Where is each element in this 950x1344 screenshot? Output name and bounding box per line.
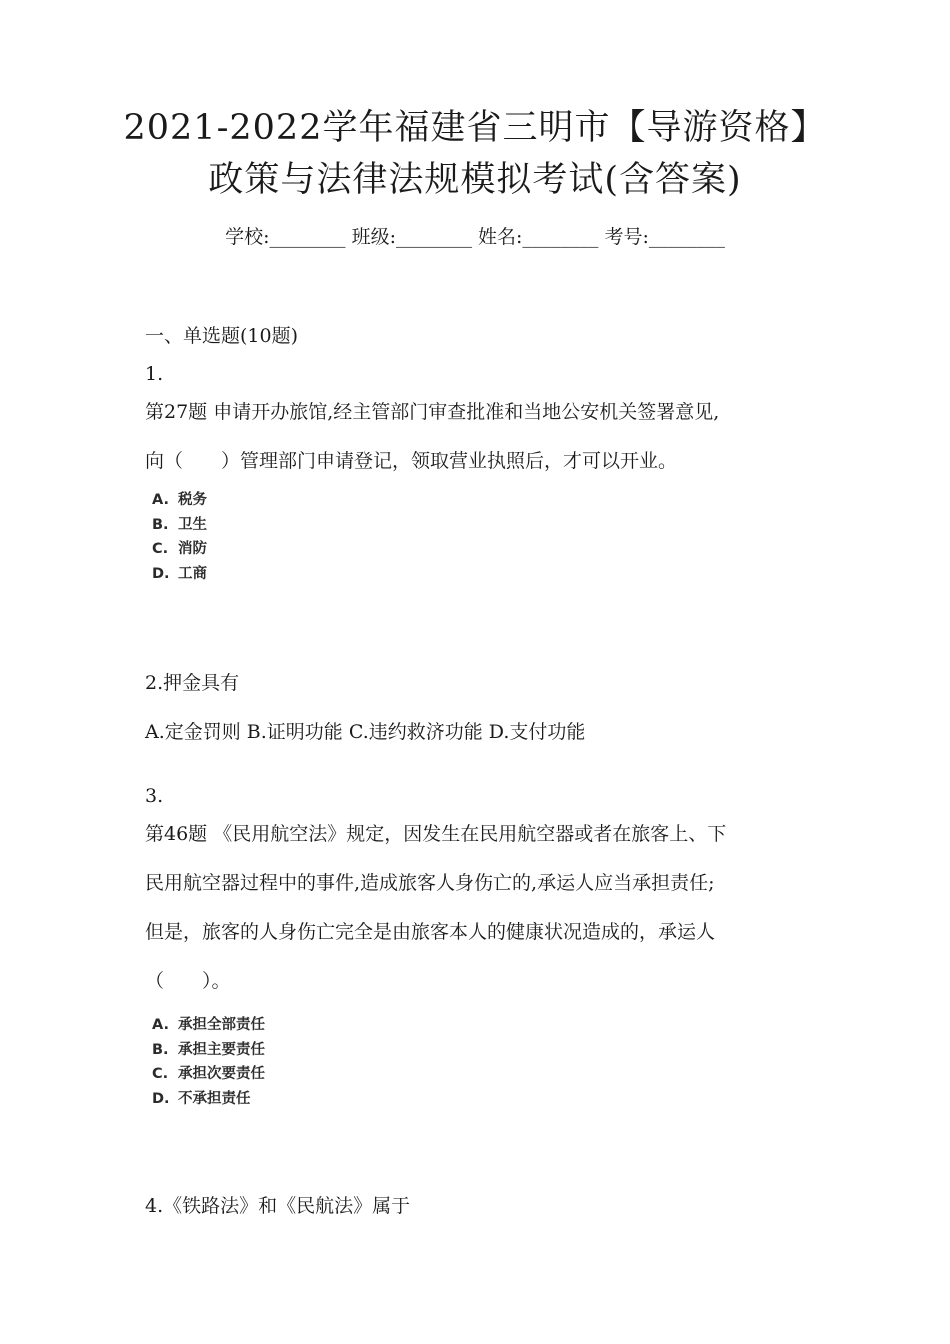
option-text: 卫生 <box>178 516 207 533</box>
option-text: 承担次要责任 <box>178 1066 265 1082</box>
section-heading: 一、单选题(10题) <box>145 325 299 347</box>
question-3-number: 3. <box>145 785 164 807</box>
option-text: 承担主要责任 <box>178 1041 265 1058</box>
option-text: 工商 <box>178 565 207 582</box>
option-letter: A. <box>152 1017 169 1033</box>
question-1-number: 1. <box>145 363 164 385</box>
option-text: 不承担责任 <box>178 1090 251 1107</box>
option-letter: C. <box>152 541 169 557</box>
question-3-options <box>152 1013 265 1111</box>
option-text: 消防 <box>178 541 207 557</box>
option-letter: A. <box>152 492 169 508</box>
question-3-line-1: 第46题 《民用航空法》规定，因发生在民用航空器或者在旅客上、下 <box>145 823 727 845</box>
question-2-options: A.定金罚则 B.证明功能 C.违约救济功能 D.支付功能 <box>145 721 586 743</box>
option-d <box>152 562 207 587</box>
question-1-options <box>152 488 207 586</box>
question-3-line-3: 但是，旅客的人身伤亡完全是由旅客本人的健康状况造成的，承运人 <box>145 921 716 943</box>
option-b <box>152 513 207 538</box>
option-d <box>152 1087 265 1112</box>
question-2-stem: 2.押金具有 <box>145 672 240 694</box>
option-letter: D. <box>152 1090 170 1107</box>
question-1-line-2: 向（ ）管理部门申请登记，领取营业执照后，才可以开业。 <box>145 450 678 472</box>
question-3-line-2: 民用航空器过程中的事件,造成旅客人身伤亡的,承运人应当承担责任; <box>145 872 715 894</box>
option-a <box>152 488 207 513</box>
option-letter: D. <box>152 565 170 582</box>
option-text: 承担全部责任 <box>178 1017 265 1033</box>
option-c <box>152 1062 265 1087</box>
option-b <box>152 1038 265 1063</box>
option-letter: B. <box>152 516 169 533</box>
option-letter: B. <box>152 1041 169 1058</box>
option-text: 税务 <box>178 492 207 508</box>
student-info-line: 学校:________ 班级:________ 姓名:________ 考号:________ <box>225 226 725 248</box>
document-title-line-1: 2021-2022学年福建省三明市【导游资格】 <box>123 108 827 148</box>
document-title-line-2: 政策与法律法规模拟考试(含答案) <box>208 160 742 200</box>
option-c <box>152 537 207 562</box>
option-a <box>152 1013 265 1038</box>
question-4-stem: 4.《铁路法》和《民航法》属于 <box>145 1195 411 1217</box>
question-1-line-1: 第27题 申请开办旅馆,经主管部门审查批准和当地公安机关签署意见, <box>145 401 720 423</box>
question-3-line-4: （ ）。 <box>145 970 231 992</box>
option-letter: C. <box>152 1066 169 1082</box>
